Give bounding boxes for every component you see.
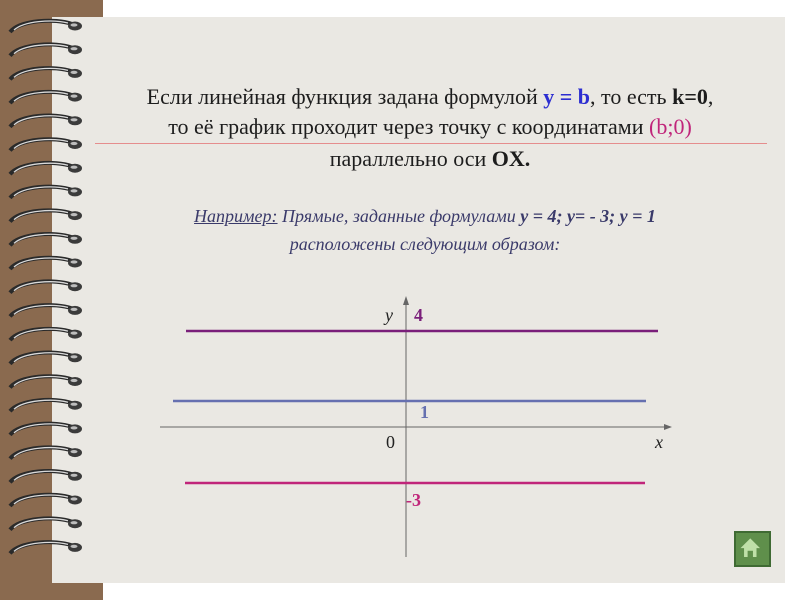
heading-line-2: то её график проходит через точку с координатами (b;0) [168,114,692,139]
label-value-minus-3: -3 [406,490,421,510]
home-button[interactable] [734,531,771,567]
x-axis-label: x [655,432,663,452]
example-line-2: расположены следующим образом: [289,234,561,254]
origin-label: 0 [386,432,395,452]
label-value-1: 1 [420,402,429,422]
example-line-1: Например: Прямые, заданные формулами y = 4; y= - 3; y = 1 [194,206,656,226]
home-icon [736,533,769,565]
y-axis-label: y [385,305,393,325]
heading-line-3: параллельно оси OX. [329,146,531,171]
x-axis-arrow [664,424,672,430]
y-axis-arrow [403,296,409,305]
label-value-4: 4 [414,305,423,325]
heading-line-1: Если линейная функция задана формулой y = b, то есть k=0, [146,84,714,109]
